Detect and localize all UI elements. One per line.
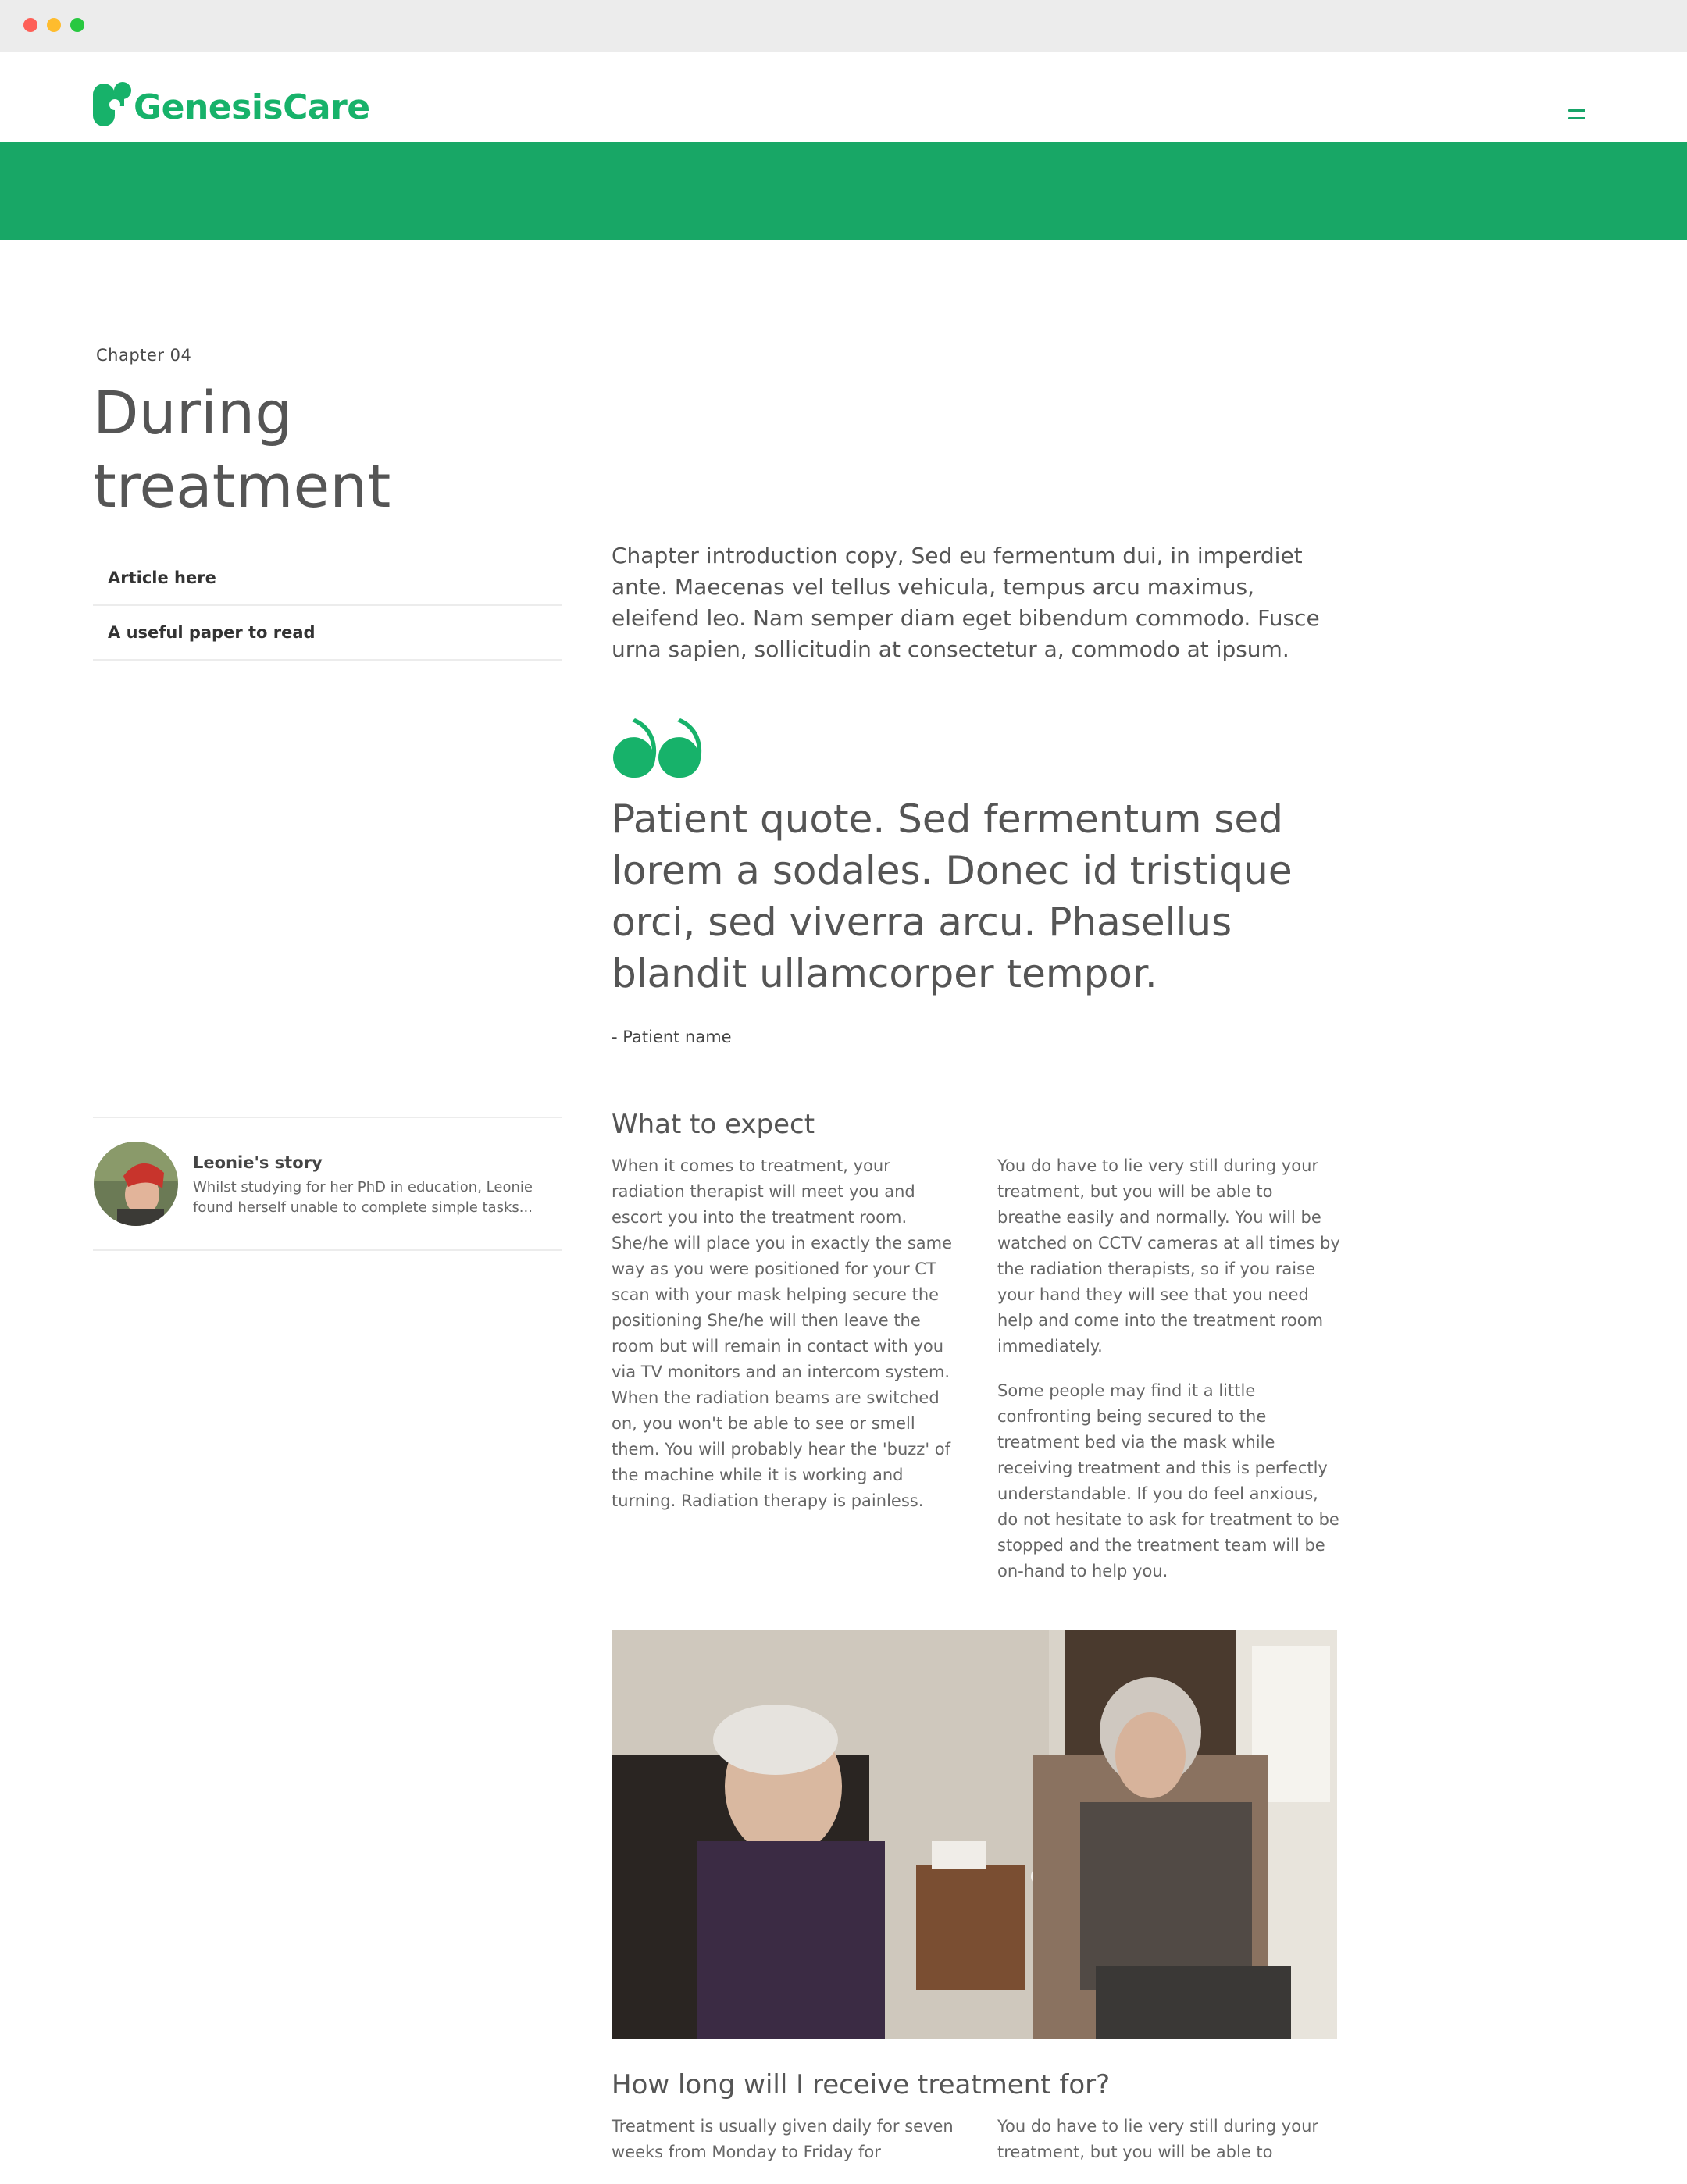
browser-chrome bbox=[0, 0, 1687, 52]
story-avatar bbox=[94, 1142, 178, 1226]
window-close-button[interactable] bbox=[23, 18, 37, 32]
paragraph: You do have to lie very still during your treatment, but you will be able to bbox=[997, 2117, 1319, 2161]
section-column-left bbox=[612, 1153, 955, 1533]
patient-quote: Patient quote. Sed fermentum sed lorem a sodales. Donec id tristique orci, sed viverra arcu. Phasellus blandit ullamcorper tempor. bbox=[612, 796, 1293, 996]
quote-author: - Patient name bbox=[612, 1028, 732, 1046]
section-column-right bbox=[997, 1153, 1341, 1603]
paragraph: Treatment is usually given daily for seven weeks from Monday to Friday for bbox=[612, 2117, 954, 2161]
section-heading-treatment-duration: How long will I receive treatment for? bbox=[612, 2069, 1111, 2100]
hamburger-menu-icon[interactable] bbox=[1567, 106, 1587, 123]
section-column-left bbox=[612, 2114, 955, 2184]
paragraph: When it comes to treatment, your radiation therapist will meet you and escort you into the treatment room. She/he will place you in exactly the same way as you were positioned for your CT scan with your mask helping secure the positioning She/he will then leave the room but will remain in contact with you via TV monitors and an intercom system. When the radiation beams are switched on, you won't be able to see or smell them. You will probably hear the 'buzz' of the machine while it is working and turning. Radiation therapy is painless. bbox=[612, 1156, 953, 1510]
window-maximize-button[interactable] bbox=[70, 18, 84, 32]
chapter-links bbox=[93, 551, 562, 661]
article-photo bbox=[612, 1630, 1337, 2039]
chapter-intro: Chapter introduction copy, Sed eu fermentum dui, in imperdiet ante. Maecenas vel tellus vehicula, tempus arcu maximus, eleifend leo. Nam semper diam eget bibendum commodo. Fusce urna sapien, sollicitudin at consectetur a, commodo at ipsum. bbox=[612, 543, 1320, 662]
section-heading-what-to-expect: What to expect bbox=[612, 1109, 815, 1140]
story-card[interactable] bbox=[93, 1117, 562, 1251]
story-title: Leonie's story bbox=[193, 1153, 323, 1172]
link-useful-paper[interactable]: A useful paper to read bbox=[93, 606, 562, 661]
paragraph: You do have to lie very still during your treatment, but you will be able to breathe easily and normally. You will be watched on CCTV cameras at all times by the radiation therapists, so if you raise your hand they will see that you need help and come into the treatment room immediately. bbox=[997, 1156, 1340, 1356]
paragraph: Some people may find it a little confronting being secured to the treatment bed via the mask while receiving treatment and this is perfectly understandable. If you do feel anxious, do not hesitate to ask for treatment to be stopped and the treatment team will be on-hand to help you. bbox=[997, 1381, 1339, 1580]
elderly-couple-photo bbox=[612, 1630, 1337, 2039]
hero-banner bbox=[0, 142, 1687, 240]
link-article-here[interactable]: Article here bbox=[93, 551, 562, 606]
story-avatar-image bbox=[94, 1142, 178, 1226]
chapter-label: Chapter 04 bbox=[96, 346, 192, 365]
site-header bbox=[0, 52, 1687, 142]
section-column-right bbox=[997, 2114, 1341, 2184]
window-minimize-button[interactable] bbox=[47, 18, 61, 32]
quote-icon bbox=[612, 718, 702, 778]
page-title: During treatment bbox=[93, 378, 391, 521]
genesiscare-logo-icon bbox=[91, 81, 134, 128]
story-excerpt: Whilst studying for her PhD in education, Leonie found herself unable to complete simple tasks... bbox=[193, 1179, 533, 1216]
logo-text: GenesisCare bbox=[134, 87, 370, 127]
